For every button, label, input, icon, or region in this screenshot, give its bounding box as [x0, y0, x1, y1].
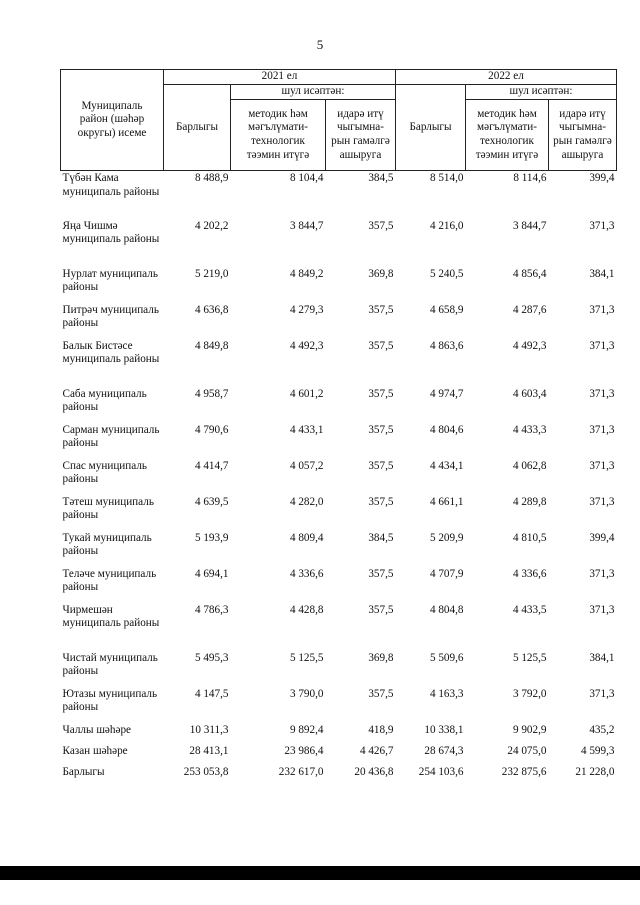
table-row: [61, 651, 617, 687]
cell-v2021-method: 4 279,3: [289, 303, 324, 316]
cell-v2022-total: 4 863,6: [429, 339, 464, 352]
cell-v2021-admin: 20 436,8: [354, 765, 394, 778]
cell-v2022-total: 4 804,8: [429, 603, 464, 616]
table-row: [61, 567, 617, 603]
cell-v2021-method: 23 986,4: [284, 744, 324, 757]
cell-v2021-total: 5 193,9: [194, 531, 229, 544]
table-row: [61, 531, 617, 567]
cell-v2022-admin: 384,1: [589, 267, 615, 280]
table-row: [61, 495, 617, 531]
cell-v2021-total: 28 413,1: [189, 744, 229, 757]
cell-v2021-total: 4 636,8: [194, 303, 229, 316]
row-name: Чирмешән муниципаль районы: [62, 603, 160, 630]
cell-v2022-admin: 371,3: [589, 459, 615, 472]
header-total-2022: Барлыгы: [396, 85, 466, 171]
row-name: Яңа Чишмә муниципаль районы: [62, 219, 160, 246]
table-row: [61, 219, 617, 267]
table-row: [61, 423, 617, 459]
cell-v2022-total: 4 216,0: [429, 219, 464, 232]
table-body: [61, 171, 617, 786]
header-admin-2021: идарә итү чыгымна-рын гамәлгә ашыруга: [326, 100, 396, 171]
cell-v2021-admin: 357,5: [368, 387, 394, 400]
cell-v2022-admin: 384,1: [589, 651, 615, 664]
cell-v2021-total: 10 311,3: [189, 723, 229, 736]
cell-v2022-admin: 371,3: [589, 567, 615, 580]
cell-v2022-total: 4 804,6: [429, 423, 464, 436]
row-name: Ютазы муниципаль районы: [62, 687, 158, 714]
cell-v2022-total: 254 103,6: [418, 765, 464, 778]
cell-v2022-total: 4 974,7: [429, 387, 464, 400]
cell-v2021-admin: 357,5: [368, 567, 394, 580]
cell-v2022-method: 4 810,5: [512, 531, 547, 544]
row-name: Спас муниципаль районы: [62, 459, 148, 486]
cell-v2021-total: 4 147,5: [194, 687, 229, 700]
header-including-2022: шул исәптән:: [466, 85, 617, 100]
cell-v2022-admin: 435,2: [589, 723, 615, 736]
cell-v2021-method: 4 336,6: [289, 567, 324, 580]
cell-v2021-method: 4 057,2: [289, 459, 324, 472]
cell-v2022-method: 9 902,9: [512, 723, 547, 736]
table-row: [61, 723, 617, 744]
cell-v2022-method: 4 062,8: [512, 459, 547, 472]
cell-v2022-method: 4 433,5: [512, 603, 547, 616]
cell-v2021-admin: 384,5: [368, 531, 394, 544]
cell-v2021-admin: 369,8: [368, 267, 394, 280]
cell-v2021-admin: 369,8: [368, 651, 394, 664]
cell-v2022-admin: 371,3: [589, 219, 615, 232]
cell-v2021-total: 4 790,6: [194, 423, 229, 436]
cell-v2021-admin: 418,9: [368, 723, 394, 736]
cell-v2021-total: 4 639,5: [194, 495, 229, 508]
cell-v2021-total: 4 958,7: [194, 387, 229, 400]
row-name: Питрәч муниципаль районы: [62, 303, 159, 330]
table-row: [61, 687, 617, 723]
table-row: [61, 765, 617, 786]
row-name: Сарман муниципаль районы: [62, 423, 160, 450]
header-total-2021: Барлыгы: [164, 85, 231, 171]
row-name: Чаллы шәһәре: [62, 723, 132, 736]
row-name: Теләче муниципаль районы: [62, 567, 157, 594]
cell-v2021-method: 4 601,2: [289, 387, 324, 400]
cell-v2021-admin: 357,5: [368, 459, 394, 472]
cell-v2022-total: 28 674,3: [424, 744, 464, 757]
scan-border-bar: [0, 866, 640, 880]
table-row: [61, 303, 617, 339]
cell-v2022-method: 5 125,5: [512, 651, 547, 664]
table-row: [61, 267, 617, 303]
cell-v2021-method: 3 790,0: [289, 687, 324, 700]
cell-v2022-method: 3 844,7: [512, 219, 547, 232]
cell-v2021-method: 4 282,0: [289, 495, 324, 508]
cell-v2021-method: 4 849,2: [289, 267, 324, 280]
cell-v2021-admin: 357,5: [368, 495, 394, 508]
cell-v2022-admin: 371,3: [589, 423, 615, 436]
cell-v2021-admin: 357,5: [368, 339, 394, 352]
cell-v2021-total: 4 786,3: [194, 603, 229, 616]
cell-v2022-total: 10 338,1: [424, 723, 464, 736]
cell-v2022-method: 232 875,6: [501, 765, 547, 778]
row-name: Барлыгы: [62, 765, 105, 778]
header-including-2021: шул исәптән:: [231, 85, 396, 100]
row-name: Тукай муниципаль районы: [62, 531, 152, 558]
cell-v2022-method: 4 336,6: [512, 567, 547, 580]
row-name: Түбән Кама муниципаль районы: [62, 172, 160, 198]
header-method-2022: методик һәм мәгълүмати-технологик тәэмин итүгә: [466, 100, 549, 171]
cell-v2022-admin: 21 228,0: [575, 765, 615, 778]
row-name: Чистай муниципаль районы: [62, 651, 158, 678]
cell-v2022-admin: 4 599,3: [580, 744, 615, 757]
cell-v2022-method: 4 433,3: [512, 423, 547, 436]
cell-v2021-admin: 357,5: [368, 603, 394, 616]
row-name: Балык Бистәсе муниципаль районы: [62, 339, 160, 366]
cell-v2022-total: 4 434,1: [429, 459, 464, 472]
cell-v2021-method: 3 844,7: [289, 219, 324, 232]
cell-v2022-method: 8 114,6: [513, 172, 547, 184]
cell-v2021-total: 4 202,2: [194, 219, 229, 232]
table-row: [61, 171, 617, 219]
cell-v2021-method: 9 892,4: [289, 723, 324, 736]
cell-v2021-admin: 384,5: [368, 172, 394, 184]
header-year-2021: 2021 ел: [164, 70, 396, 85]
cell-v2022-total: 5 240,5: [429, 267, 464, 280]
header-admin-2022: идарә итү чыгымна-рын гамәлгә ашыруга: [549, 100, 617, 171]
cell-v2022-method: 3 792,0: [512, 687, 547, 700]
header-year-2022: 2022 ел: [396, 70, 617, 85]
table-row: [61, 459, 617, 495]
cell-v2022-method: 4 603,4: [512, 387, 547, 400]
table-row: [61, 339, 617, 387]
cell-v2022-admin: 371,3: [589, 495, 615, 508]
cell-v2022-method: 4 289,8: [512, 495, 547, 508]
cell-v2021-admin: 357,5: [368, 423, 394, 436]
cell-v2021-method: 4 428,8: [289, 603, 324, 616]
cell-v2022-method: 4 287,6: [512, 303, 547, 316]
cell-v2021-method: 4 433,1: [289, 423, 324, 436]
table-row: [61, 603, 617, 651]
cell-v2022-method: 24 075,0: [507, 744, 547, 757]
row-name: Нурлат муниципаль районы: [62, 267, 158, 294]
cell-v2021-total: 4 849,8: [194, 339, 229, 352]
cell-v2022-total: 4 163,3: [429, 687, 464, 700]
cell-v2021-total: 4 694,1: [194, 567, 229, 580]
table-row: [61, 387, 617, 423]
cell-v2022-method: 4 492,3: [512, 339, 547, 352]
data-table: [60, 69, 617, 786]
cell-v2021-method: 5 125,5: [289, 651, 324, 664]
cell-v2022-total: 4 661,1: [429, 495, 464, 508]
header-row-label: Муниципаль район (шәһәр округы) исеме: [61, 70, 164, 171]
row-name: Казан шәһәре: [62, 744, 128, 757]
cell-v2022-method: 4 856,4: [512, 267, 547, 280]
table-row: [61, 744, 617, 765]
cell-v2022-admin: 399,4: [589, 531, 615, 544]
cell-v2021-admin: 357,5: [368, 303, 394, 316]
cell-v2022-admin: 371,3: [589, 303, 615, 316]
cell-v2022-admin: 371,3: [589, 387, 615, 400]
row-name: Тәтеш муниципаль районы: [62, 495, 154, 522]
cell-v2021-method: 4 809,4: [289, 531, 324, 544]
cell-v2022-total: 8 514,0: [429, 172, 464, 184]
cell-v2022-total: 4 658,9: [429, 303, 464, 316]
cell-v2021-total: 8 488,9: [194, 172, 229, 184]
cell-v2021-method: 232 617,0: [278, 765, 324, 778]
cell-v2022-admin: 371,3: [589, 339, 615, 352]
cell-v2021-method: 8 104,4: [289, 172, 324, 184]
cell-v2021-admin: 357,5: [368, 219, 394, 232]
cell-v2021-total: 5 219,0: [194, 267, 229, 280]
cell-v2021-total: 253 053,8: [183, 765, 229, 778]
cell-v2022-admin: 399,4: [589, 172, 615, 184]
cell-v2022-total: 5 209,9: [429, 531, 464, 544]
cell-v2021-total: 4 414,7: [194, 459, 229, 472]
cell-v2022-admin: 371,3: [589, 603, 615, 616]
page-number: 5: [316, 37, 324, 52]
cell-v2021-method: 4 492,3: [289, 339, 324, 352]
cell-v2022-total: 4 707,9: [429, 567, 464, 580]
cell-v2021-admin: 357,5: [368, 687, 394, 700]
header-method-2021: методик һәм мәгълүмати-технологик тәэмин итүгә: [231, 100, 326, 171]
cell-v2022-total: 5 509,6: [429, 651, 464, 664]
cell-v2021-admin: 4 426,7: [359, 744, 394, 757]
row-name: Саба муниципаль районы: [62, 387, 147, 414]
cell-v2021-total: 5 495,3: [194, 651, 229, 664]
cell-v2022-admin: 371,3: [589, 687, 615, 700]
